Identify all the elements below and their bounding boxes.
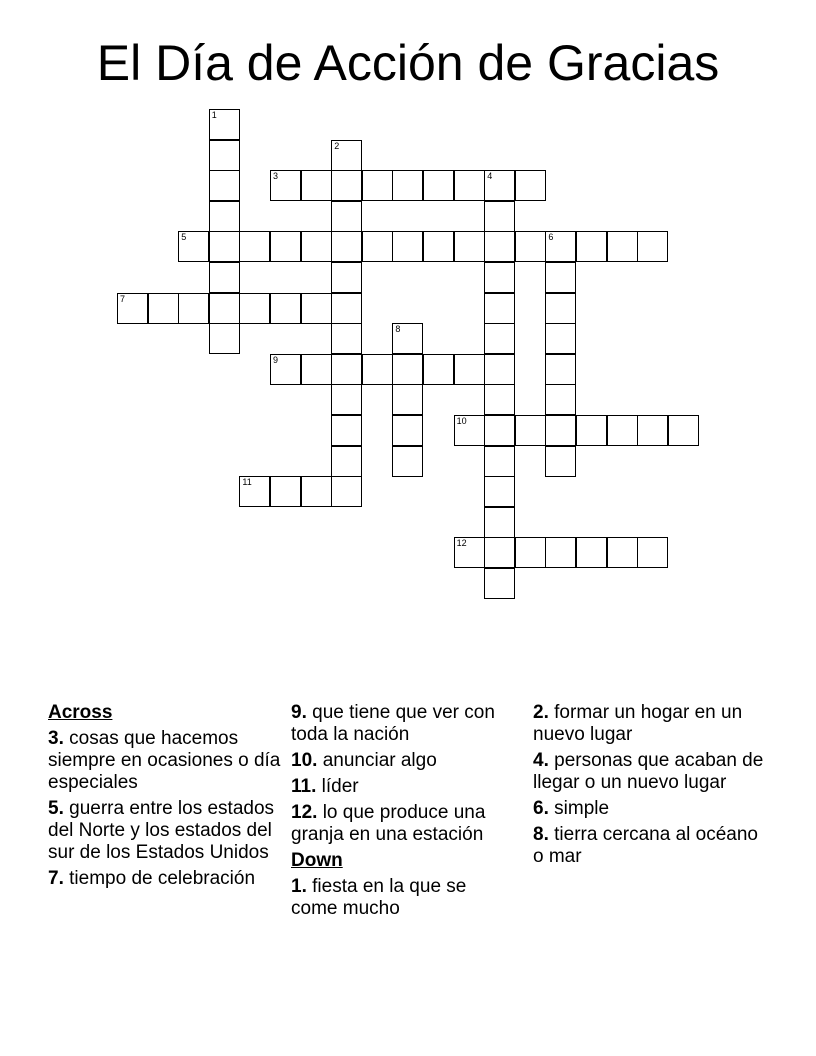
grid-cell[interactable] [484, 384, 515, 415]
cell-number: 1 [211, 110, 217, 120]
clue-number: 8. [533, 824, 549, 845]
grid-cell[interactable] [545, 446, 576, 477]
grid-cell[interactable] [178, 231, 209, 262]
grid-cell[interactable] [515, 231, 546, 262]
grid-cell[interactable] [178, 293, 209, 324]
clue-across-7 [48, 868, 284, 890]
grid-cell[interactable] [454, 231, 485, 262]
grid-cell[interactable] [607, 231, 638, 262]
grid-cell[interactable] [117, 293, 148, 324]
cell-number: 12 [456, 538, 467, 549]
grid-cell[interactable] [545, 415, 576, 446]
grid-cell[interactable] [362, 231, 393, 262]
grid-cell[interactable] [270, 354, 301, 385]
grid-cell[interactable] [209, 109, 240, 140]
clue-down-2 [533, 702, 769, 746]
grid-cell[interactable] [545, 384, 576, 415]
page-title: El Día de Acción de Gracias [96, 35, 720, 91]
grid-cell[interactable] [484, 415, 515, 446]
clue-text: anunciar algo [322, 750, 437, 771]
cell-number: 4 [487, 171, 493, 182]
grid-cell[interactable] [515, 415, 546, 446]
cell-number: 8 [395, 324, 401, 335]
clue-number: 1. [291, 876, 307, 897]
clue-number: 2. [533, 702, 549, 723]
grid-cell[interactable] [423, 231, 454, 262]
clue-down-4 [533, 750, 769, 794]
grid-cell[interactable] [331, 384, 362, 415]
grid-cell[interactable] [209, 323, 240, 354]
clue-text: lo que produce una granja en una estación [291, 802, 486, 845]
grid-cell[interactable] [392, 170, 423, 201]
clue-number: 11. [291, 776, 317, 797]
clue-number: 7. [48, 868, 64, 889]
cell-number: 5 [181, 232, 187, 243]
grid-cell[interactable] [484, 507, 515, 538]
clue-number: 3. [48, 728, 64, 749]
clue-text: personas que acaban de llegar o un nuevo lugar [533, 750, 764, 793]
grid-cell[interactable] [392, 323, 423, 354]
clues-column-2 [291, 702, 511, 924]
grid-cell[interactable] [301, 476, 332, 507]
grid-cell[interactable] [270, 170, 301, 201]
grid-cell[interactable] [239, 476, 270, 507]
grid-cell[interactable] [301, 354, 332, 385]
clue-across-3 [48, 728, 284, 794]
cell-number: 2 [334, 140, 340, 151]
grid-cell[interactable] [209, 170, 240, 201]
grid-cell[interactable] [484, 170, 515, 201]
clue-text: tierra cercana al océano o mar [533, 824, 758, 867]
clue-across-11 [291, 776, 511, 798]
grid-cell[interactable] [331, 201, 362, 232]
clue-down-1 [291, 876, 511, 920]
cell-number: 9 [273, 354, 279, 365]
cell-number: 11 [242, 477, 252, 488]
cell-number: 6 [548, 232, 554, 243]
grid-cell[interactable] [545, 537, 576, 568]
cell-number: 10 [456, 416, 467, 426]
clue-across-12 [291, 802, 511, 846]
clue-number: 4. [533, 750, 549, 771]
clue-text: tiempo de celebración [69, 868, 256, 889]
grid-cell[interactable] [331, 140, 362, 171]
clue-number: 9. [291, 702, 307, 723]
grid-cell[interactable] [331, 476, 362, 507]
clue-text: líder [321, 776, 359, 797]
grid-cell[interactable] [576, 537, 607, 568]
grid-cell[interactable] [392, 446, 423, 477]
grid-cell[interactable] [545, 262, 576, 293]
grid-cell[interactable] [484, 354, 515, 385]
across-heading: Across [48, 702, 113, 723]
clue-number: 10. [291, 750, 318, 771]
grid-cell[interactable] [484, 476, 515, 507]
grid-cell[interactable] [331, 170, 362, 201]
clue-across-10 [291, 750, 511, 772]
grid-cell[interactable] [484, 262, 515, 293]
grid-cell[interactable] [270, 231, 301, 262]
grid-cell[interactable] [331, 323, 362, 354]
grid-cell[interactable] [423, 354, 454, 385]
clue-down-8 [533, 824, 769, 868]
grid-cell[interactable] [454, 415, 485, 446]
cell-number: 3 [273, 171, 279, 182]
clue-number: 6. [533, 798, 549, 819]
grid-cell[interactable] [576, 231, 607, 262]
grid-cell[interactable] [637, 415, 668, 446]
grid-cell[interactable] [423, 170, 454, 201]
cell-number: 7 [120, 293, 126, 304]
grid-cell[interactable] [454, 354, 485, 385]
grid-cell[interactable] [545, 293, 576, 324]
grid-cell[interactable] [576, 415, 607, 446]
grid-cell[interactable] [454, 170, 485, 201]
grid-cell[interactable] [484, 537, 515, 568]
grid-cell[interactable] [209, 293, 240, 324]
down-heading: Down [291, 850, 343, 871]
clues-column-1 [48, 702, 284, 894]
grid-cell[interactable] [148, 293, 179, 324]
clue-text: cosas que hacemos siempre en ocasiones o día especiales [48, 728, 281, 793]
clue-across-5 [48, 798, 284, 864]
grid-cell[interactable] [301, 231, 332, 262]
clue-text: formar un hogar en un nuevo lugar [533, 702, 743, 745]
grid-cell[interactable] [301, 170, 332, 201]
grid-cell[interactable] [637, 231, 668, 262]
grid-cell[interactable] [545, 354, 576, 385]
clue-text: que tiene que ver con toda la nación [291, 702, 495, 745]
grid-cell[interactable] [331, 446, 362, 477]
grid-cell[interactable] [362, 170, 393, 201]
grid-cell[interactable] [515, 170, 546, 201]
grid-cell[interactable] [392, 354, 423, 385]
grid-cell[interactable] [331, 231, 362, 262]
clue-number: 12. [291, 802, 318, 823]
grid-cell[interactable] [270, 293, 301, 324]
grid-cell[interactable] [209, 262, 240, 293]
clue-across-9 [291, 702, 511, 746]
grid-cell[interactable] [392, 384, 423, 415]
grid-cell[interactable] [301, 293, 332, 324]
clues-column-3 [533, 702, 769, 872]
grid-cell[interactable] [484, 446, 515, 477]
grid-cell[interactable] [454, 537, 485, 568]
grid-cell[interactable] [668, 415, 699, 446]
grid-cell[interactable] [331, 293, 362, 324]
grid-cell[interactable] [484, 323, 515, 354]
grid-cell[interactable] [607, 537, 638, 568]
grid-cell[interactable] [270, 476, 301, 507]
grid-cell[interactable] [484, 231, 515, 262]
grid-cell[interactable] [607, 415, 638, 446]
grid-cell[interactable] [515, 537, 546, 568]
grid-cell[interactable] [392, 415, 423, 446]
grid-cell[interactable] [209, 231, 240, 262]
grid-cell[interactable] [362, 354, 393, 385]
grid-cell[interactable] [545, 323, 576, 354]
grid-cell[interactable] [637, 537, 668, 568]
grid-cell[interactable] [484, 293, 515, 324]
grid-cell[interactable] [484, 568, 515, 599]
clue-text: fiesta en la que se come mucho [291, 876, 467, 919]
grid-cell[interactable] [545, 231, 576, 262]
grid-cell[interactable] [331, 262, 362, 293]
grid-cell[interactable] [484, 201, 515, 232]
grid-cell[interactable] [331, 354, 362, 385]
grid-cell[interactable] [331, 415, 362, 446]
grid-cell[interactable] [392, 231, 423, 262]
grid-cell[interactable] [209, 140, 240, 171]
clue-text: simple [554, 798, 610, 819]
clue-text: guerra entre los estados del Norte y los estados del sur de los Estados Unidos [48, 798, 275, 863]
grid-cell[interactable] [209, 201, 240, 232]
clue-number: 5. [48, 798, 64, 819]
grid-cell[interactable] [239, 293, 270, 324]
clue-down-6 [533, 798, 769, 820]
grid-cell[interactable] [239, 231, 270, 262]
